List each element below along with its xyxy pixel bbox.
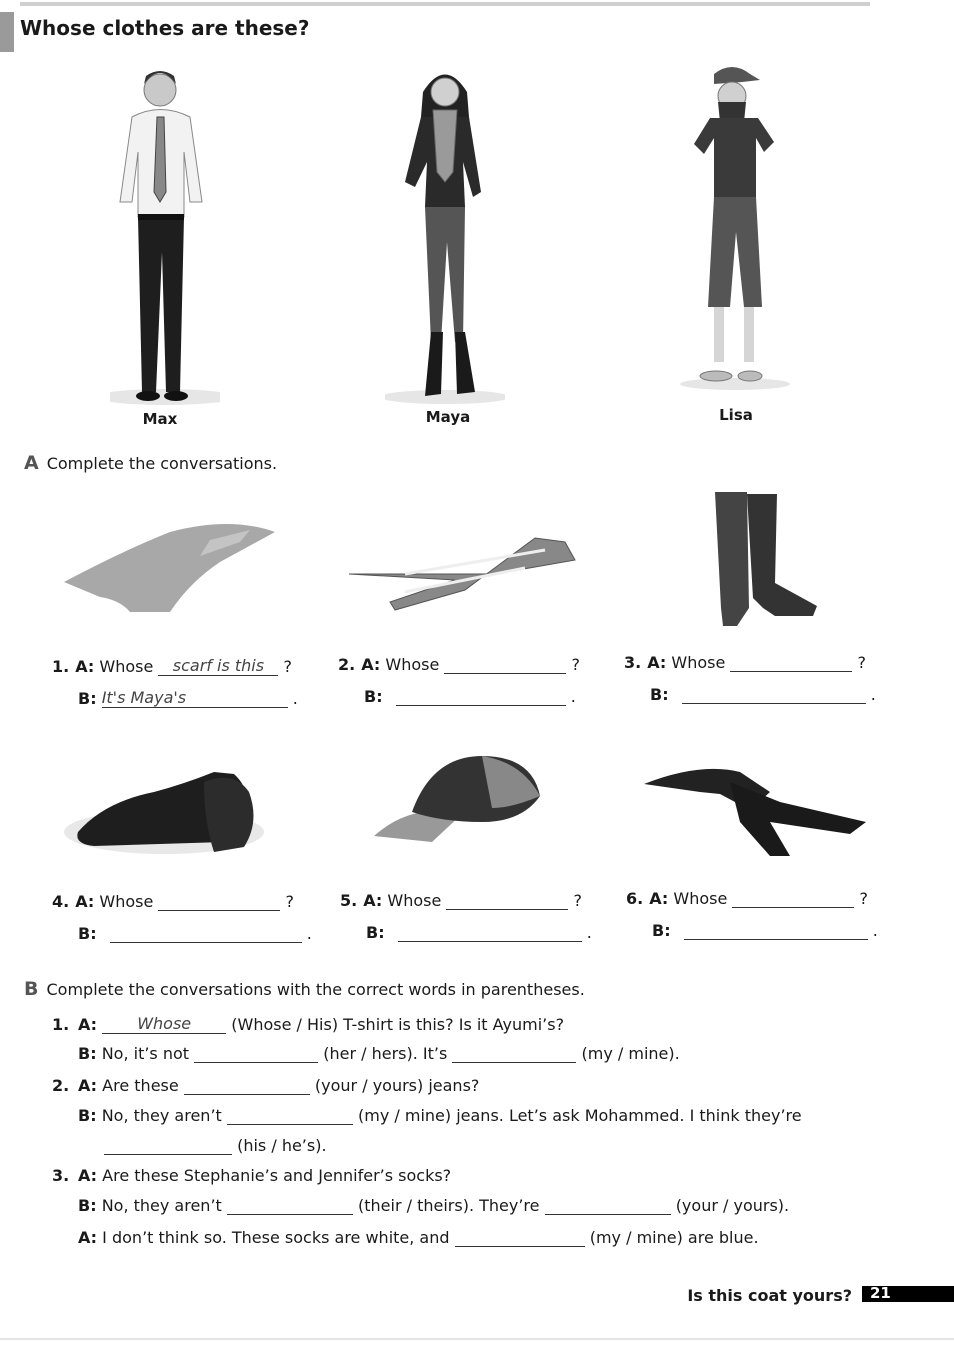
section-a-letter: A <box>24 452 39 474</box>
a-question-2-a <box>338 655 580 674</box>
boots-icon <box>705 488 825 630</box>
b2-a-text2: (your / yours) jeans? <box>314 1076 480 1095</box>
jeans-icon <box>640 762 870 858</box>
a-question-5-a <box>340 891 582 910</box>
a-question-1-b <box>78 688 298 708</box>
b2-b-label: B: <box>78 1106 97 1125</box>
page-title: Whose clothes are these? <box>20 16 310 40</box>
q6-a-text: Whose <box>673 889 728 908</box>
a-question-3-a <box>624 653 866 672</box>
b-conv-3-a2 <box>78 1228 759 1247</box>
a-question-4-b <box>78 924 312 943</box>
b-conv-3-b <box>78 1196 789 1215</box>
tie-icon <box>345 530 585 615</box>
q3-a-blank[interactable] <box>730 655 852 672</box>
b3-a2-blank[interactable] <box>455 1230 585 1247</box>
a-question-6-b <box>652 921 878 940</box>
q4-a-text: Whose <box>99 892 154 911</box>
shoes-icon <box>64 762 264 857</box>
q3-b-blank[interactable] <box>682 687 866 704</box>
b1-b-text1: No, it’s not <box>101 1044 190 1063</box>
q4-period: . <box>306 924 312 943</box>
b3-a2-text2: (my / mine) are blue. <box>589 1228 759 1247</box>
q1-a-answer[interactable]: scarf is this <box>158 656 278 676</box>
lisa-illustration <box>680 62 790 397</box>
b2-number: 2. <box>52 1076 70 1095</box>
q2-number: 2. <box>338 655 356 674</box>
person-name-lisa: Lisa <box>719 406 753 424</box>
b2-b-text2: (my / mine) jeans. Let’s ask Mohammed. I think they’re <box>358 1106 802 1125</box>
q2-period: . <box>570 687 576 706</box>
a-question-2-b <box>364 687 576 706</box>
q2-a-text: Whose <box>385 655 440 674</box>
q1-qmark: ? <box>283 657 293 676</box>
q5-b-blank[interactable] <box>398 925 582 942</box>
cap-icon <box>372 752 544 844</box>
q1-b-label: B: <box>78 689 97 708</box>
b3-b-text3: (your / yours). <box>675 1196 790 1215</box>
b1-b-text3: (my / mine). <box>581 1044 680 1063</box>
q1-a-label: A: <box>75 657 95 676</box>
q5-b-label: B: <box>366 923 385 942</box>
b2-a-label: A: <box>78 1076 98 1095</box>
b-conv-2-b-cont <box>104 1136 327 1155</box>
q1-a-text: Whose <box>99 657 154 676</box>
page-number: 21 <box>870 1284 891 1302</box>
q3-b-label: B: <box>650 685 669 704</box>
b3-b-blank2[interactable] <box>545 1198 671 1215</box>
maya-illustration <box>385 62 505 407</box>
q6-b-label: B: <box>652 921 671 940</box>
q1-number: 1. <box>52 657 70 676</box>
b3-b-label: B: <box>78 1196 97 1215</box>
b-conv-3-a <box>52 1166 451 1185</box>
person-name-max: Max <box>142 410 178 428</box>
max-illustration <box>110 62 220 407</box>
section-b-heading <box>24 978 585 1000</box>
b2-a-text1: Are these <box>102 1076 179 1095</box>
section-a-instruction: Complete the conversations. <box>46 454 278 473</box>
q3-number: 3. <box>624 653 642 672</box>
q4-a-blank[interactable] <box>158 894 280 911</box>
q5-a-label: A: <box>363 891 383 910</box>
b2-b-blank1[interactable] <box>227 1108 353 1125</box>
b-conv-2-a <box>52 1076 479 1095</box>
q6-a-label: A: <box>649 889 669 908</box>
footer-caption: Is this coat yours? <box>687 1286 852 1305</box>
b2-b-text1: No, they aren’t <box>101 1106 222 1125</box>
scarf-icon <box>60 512 280 617</box>
a-question-3-b <box>650 685 876 704</box>
q3-a-label: A: <box>647 653 667 672</box>
q5-a-blank[interactable] <box>446 893 568 910</box>
q2-a-blank[interactable] <box>444 657 566 674</box>
q2-b-label: B: <box>364 687 383 706</box>
q4-b-label: B: <box>78 924 97 943</box>
q6-number: 6. <box>626 889 644 908</box>
q6-period: . <box>872 921 878 940</box>
section-a-heading <box>24 452 277 474</box>
b1-b-text2: (her / hers). It’s <box>323 1044 448 1063</box>
q4-a-label: A: <box>75 892 95 911</box>
q6-qmark: ? <box>859 889 869 908</box>
b3-number: 3. <box>52 1166 70 1185</box>
b3-b-blank1[interactable] <box>227 1198 353 1215</box>
b1-b-label: B: <box>78 1044 97 1063</box>
section-b-letter: B <box>24 978 39 1000</box>
top-rule <box>20 2 870 6</box>
a-question-4-a <box>52 892 294 911</box>
b-conv-1-a <box>52 1014 564 1034</box>
a-question-5-b <box>366 923 592 942</box>
b1-a-label: A: <box>78 1015 98 1034</box>
b3-a-text: Are these Stephanie’s and Jennifer’s socks? <box>102 1166 452 1185</box>
q5-a-text: Whose <box>387 891 442 910</box>
q1-period: . <box>292 689 298 708</box>
b2-b-blank2[interactable] <box>104 1138 232 1155</box>
b-conv-2-b <box>78 1106 802 1125</box>
q3-a-text: Whose <box>671 653 726 672</box>
b1-a-text: (Whose / His) T-shirt is this? Is it Ayumi’s? <box>231 1015 565 1034</box>
q3-period: . <box>870 685 876 704</box>
side-tab <box>0 12 14 52</box>
b1-number: 1. <box>52 1015 70 1034</box>
b1-a-answer[interactable]: Whose <box>102 1014 226 1034</box>
b3-b-text1: No, they aren’t <box>101 1196 222 1215</box>
q4-b-blank[interactable] <box>110 926 302 943</box>
b3-a2-text1: I don’t think so. These socks are white, and <box>102 1228 450 1247</box>
b3-b-text2: (their / theirs). They’re <box>358 1196 540 1215</box>
bottom-rule <box>0 1338 954 1340</box>
a-question-1-a <box>52 656 292 676</box>
section-b-instruction: Complete the conversations with the correct words in parentheses. <box>46 980 585 999</box>
q5-number: 5. <box>340 891 358 910</box>
q6-b-blank[interactable] <box>684 923 868 940</box>
q5-period: . <box>586 923 592 942</box>
q6-a-blank[interactable] <box>732 891 854 908</box>
a-question-6-a <box>626 889 868 908</box>
b1-b-blank2[interactable] <box>452 1046 576 1063</box>
person-name-maya: Maya <box>425 408 471 426</box>
b1-b-blank1[interactable] <box>194 1046 318 1063</box>
b2-a-blank[interactable] <box>184 1078 310 1095</box>
q3-qmark: ? <box>857 653 867 672</box>
b-conv-1-b <box>78 1044 680 1063</box>
b3-a2-label: A: <box>78 1228 98 1247</box>
q2-b-blank[interactable] <box>396 689 566 706</box>
q4-qmark: ? <box>285 892 295 911</box>
q4-number: 4. <box>52 892 70 911</box>
q1-b-answer[interactable]: It's Maya's <box>102 688 288 708</box>
b2-b-text3: (his / he’s). <box>237 1136 327 1155</box>
q5-qmark: ? <box>573 891 583 910</box>
b3-a-label: A: <box>78 1166 98 1185</box>
q2-qmark: ? <box>571 655 581 674</box>
q2-a-label: A: <box>361 655 381 674</box>
